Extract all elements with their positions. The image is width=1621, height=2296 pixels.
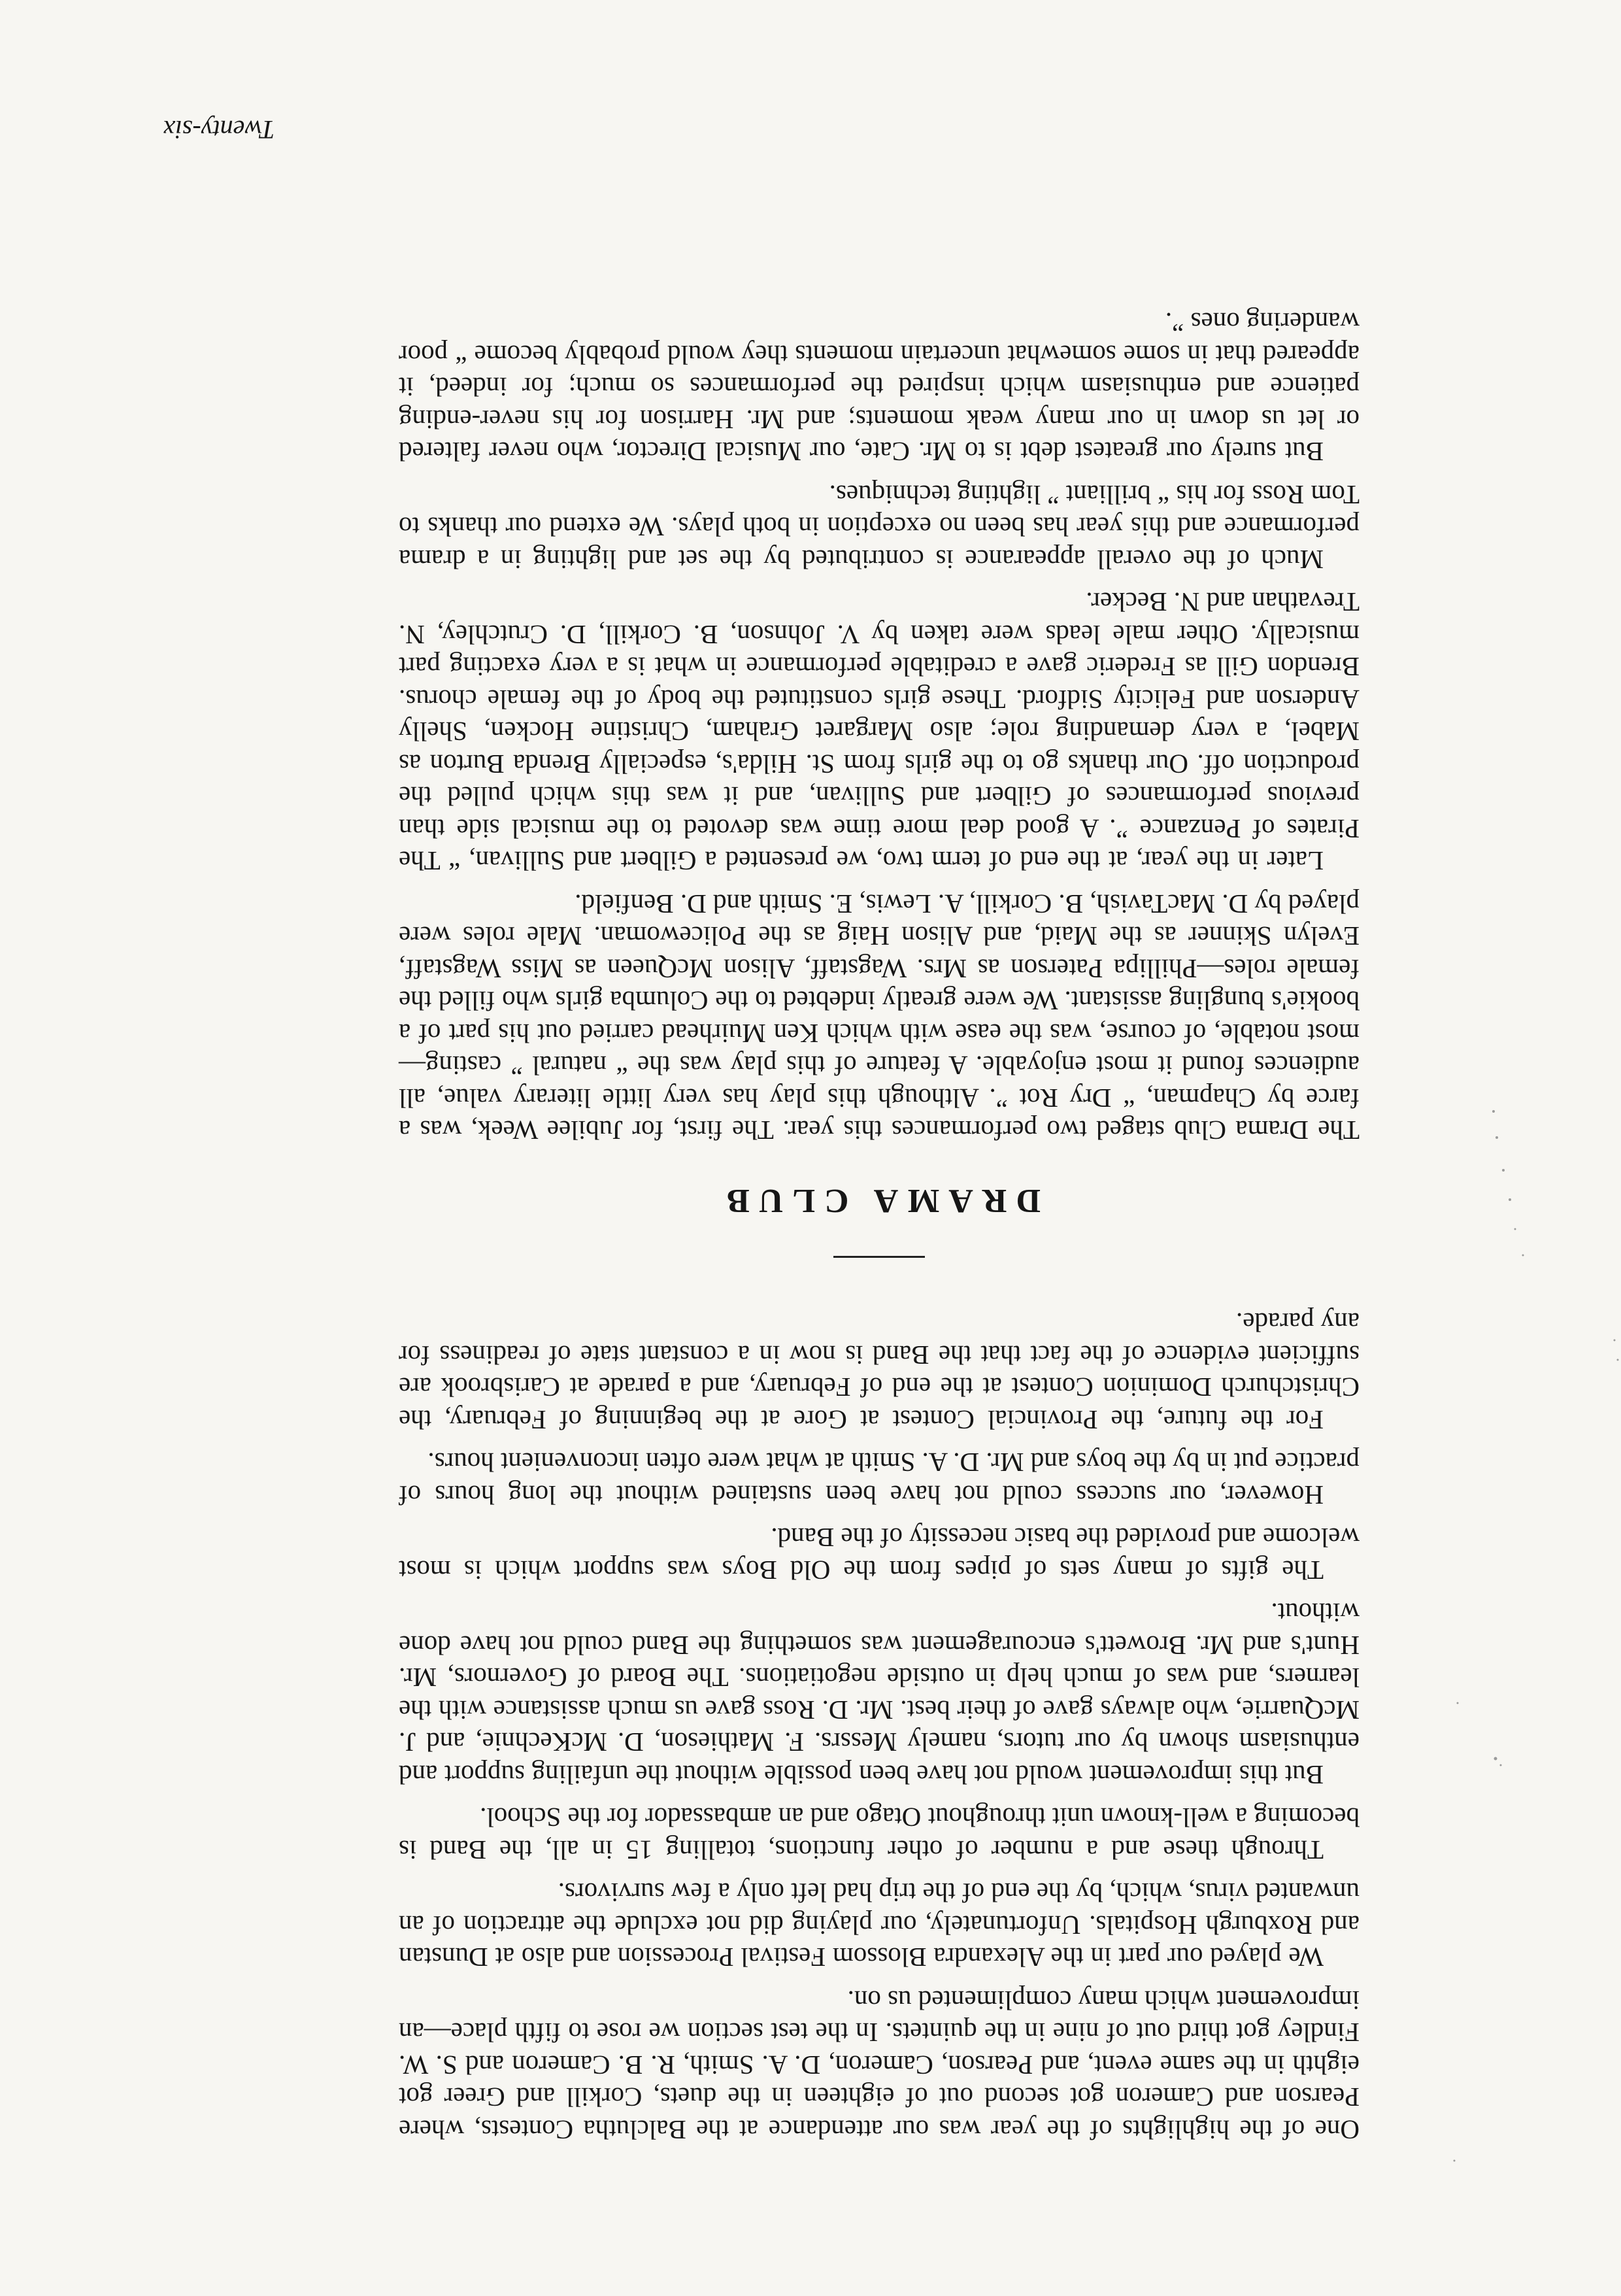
drama-section xyxy=(399,306,1360,1217)
drama-paragraph-1: The Drama Club staged two performances this year. The first, for Jubilee Week, was a farce by Chapman, “ Dry Rot ”. Although this play has very little literary value, all audiences found it most enjoyable. A feature of this play was the “ natural ” casting—most notable, of course, was the ease with which Ken Muirhead carried out his part of a bookie's bungling assistant. We were greatly indebted to the Columba girls who filled the female roles—Phillipa Paterson as Mrs. Wagstaff, Alison McQueen as Miss Wagstaff, Evelyn Skinner as the Maid, and Alison Haig as the Policewoman. Male roles were played by D. MacTavish, B. Corkill, A. Lewis, E. Smith and D. Benfield. xyxy=(399,889,1360,1146)
page-number: Twenty-six xyxy=(163,115,275,144)
band-paragraph-5: The gifts of many sets of pipes from the Old Boys was support which is most welcome and provided the basic necessity of the Band. xyxy=(399,1523,1360,1585)
drama-paragraph-2: Later in the year, at the end of term two, we presented a Gilbert and Sullivan, “ The Pirates of Penzance ”. A good deal more time was devoted to the musical side than previous performances of Gilbert and Sullivan, and it was this which pulled the production off. Our thanks go to the girls from St. Hilda's, especially Brenda Burton as Mabel, a very demanding role; also Margaret Graham, Christine Hocken, Shelly Anderson and Felicity Sidford. These girls constituted the body of the female chorus. Brendon Gill as Frederic gave a creditable performance in what is a very exacting part musically. Other male leads were taken by V. Johnson, B. Corkill, D. Crutchley, N. Trevathan and N. Becker. xyxy=(399,587,1360,877)
band-paragraph-4: But this improvement would not have been possible without the unfailing support and enthusiasm shown by our tutors, namely Messrs. F. Mathieson, D. McKechnie, and J. McQuarrie, who always gave of their best. Mr. D. Ross gave us much assistance with the learners, and was of much help in outside negotiations. The Board of Governors, Mr. Hunt's and Mr. Browett's encouragement was something the Band could not have done without. xyxy=(399,1598,1360,1790)
band-section xyxy=(399,1306,1360,2146)
drama-paragraph-3: Much of the overall appearance is contributed by the set and lighting in a drama performance and this year has been no exception in both plays. We extend our thanks to Tom Ross for his “ brilliant ” lighting techniques. xyxy=(399,480,1360,575)
band-paragraph-6: However, our success could not have been sustained without the long hours of practice put in by the boys and Mr. D. A. Smith at what were often inconvenient hours. xyxy=(399,1447,1360,1510)
band-paragraph-7: For the future, the Provincial Contest at Gore at the beginning of February, the Christchurch Dominion Contest at the end of February, and a parade at Carisbrook are sufficient evidence of the fact that the Band is now in a constant state of readiness for any parade. xyxy=(399,1308,1360,1435)
section-divider xyxy=(833,1256,925,1258)
band-paragraph-1: One of the highlights of the year was our attendance at the Balclutha Contests, where Pearson and Cameron got second out of eighteen in the duets, Corkill and Greer got eighth in the same event, and Pearson, Cameron, D. A. Smith, R. B. Cameron and S. W. Findley got third out of nine in the quintets. In the test section we rose to fifth place—an improvement which many complimented us on. xyxy=(399,1985,1360,2145)
band-paragraph-2: We played our part in the Alexandra Blossom Festival Procession and also at Dunstan and Roxburgh Hospitals. Unfortunately, our playing did not exclude the attraction of an unwanted virus, which, by the end of the trip had left only a few survivors. xyxy=(399,1878,1360,1973)
band-paragraph-3: Through these and a number of other functions, totalling 15 in all, the Band is becoming a well-known unit throughout Otago and an ambassador for the School. xyxy=(399,1802,1360,1865)
drama-paragraph-4: But surely our greatest debt is to Mr. Cate, our Musical Director, who never faltered or let us down in our many weak moments; and Mr. Harrison for his never-ending patience and enthusiasm which inspired the performances so much; for indeed, it appeared that in some somewhat uncertain moments they would probably become “ poor wandering ones ”. xyxy=(399,307,1360,467)
drama-club-heading: DRAMA CLUB xyxy=(718,1182,1041,1219)
text-column xyxy=(399,295,1360,2146)
